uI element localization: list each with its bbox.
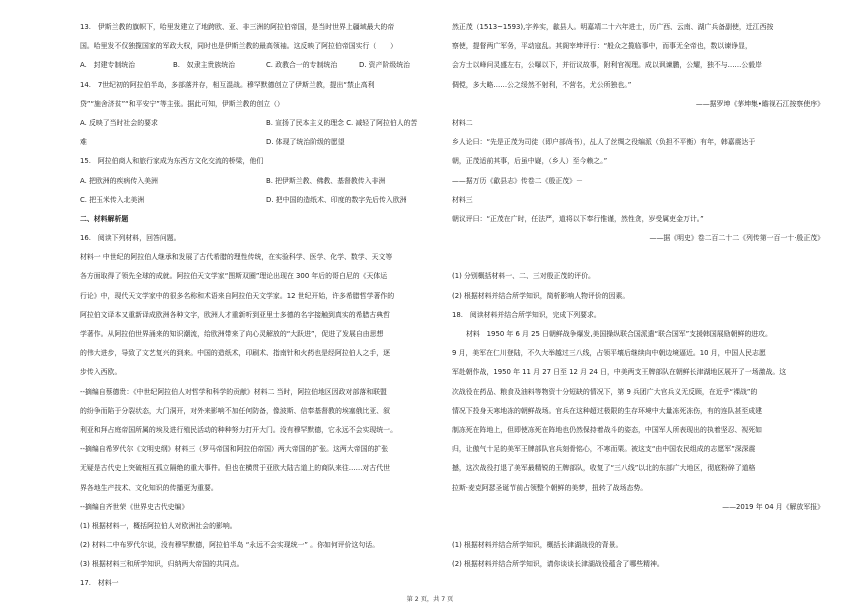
text-line: 会方士以峰问灵盛左右，公曝以下，并衍议故事，附利官视理。成以讽谏鹏，公耀，独不与……公毅岸 [452, 61, 763, 70]
text-line: 察使，提督两广军务，平动寇乱。其阁宰坤评行：“般众之揽临事中，而事无全帝也，数以谏诤显， [452, 42, 752, 51]
text-line: (2) 材料二中布罗代尔说，没有穆罕默德，阿拉伯半岛 “永远不会实现统一” 。你如何评价这句话。 [80, 541, 380, 550]
right-column [452, 18, 824, 574]
answer-option: C. 把玉米传入北美洲 [80, 195, 145, 204]
text-line: 乡人论曰：“先是正茂为司徒（即户部尚书），乩人了丝绸之役编派（负担不平衡）有年，韩嘉震达于 [452, 138, 756, 147]
text-line: 的伟大进步，导致了文艺复兴的到来。中国的造纸术，印刷术、指南针和火药也是经阿拉伯人之手，逐 [80, 349, 391, 358]
answer-options-row [80, 133, 452, 152]
text-line: 9 月，美军在仁川登陆，不久大举越过三八线，占领平壤后继续向中朝边境逼近。10 月，中国人民志愿 [452, 349, 766, 358]
text-line: 17. 材料一 [80, 579, 119, 588]
text-line: 次战役在药品、粮食及油料等物资十分短缺的情况下，第 9 兵团广大官兵义无反顾，在近乎“裸战”的 [452, 387, 758, 396]
text-line: --摘编自齐世荣《世界史古代史编》 [80, 502, 189, 511]
answer-option: A. 把欧洲的疾病传入美洲 [80, 176, 158, 185]
text-line: 军赴朝作战，1950 年 11 月 27 日至 12 月 24 日，中美两支王牌部队在朝鲜长津湖地区展开了一场激战。这 [452, 368, 787, 377]
text-line: 朝，正茂适前其事，后虽中嶷，（乡人）至今赖之。” [452, 157, 608, 166]
text-line: 撼，这次战役打退了美军最精锐的王牌部队，收复了“三八线”以北的东部广大地区，彻底粉碎了道格 [452, 464, 756, 473]
page-footer: 第 2 页，共 7 页 [406, 596, 454, 603]
text-line: 然正茂（1513~1593),字养实，歙县人。明嘉靖二十六年进士，历广西、云南、湖广兵备副使，迁江西按 [452, 23, 774, 31]
text-line: 二、材料解析题 [80, 214, 129, 223]
text-line: ——据万历《歙县志》传卷二《殷正茂》－ [452, 176, 583, 185]
answer-option: C. 政教合一的专制统治 [266, 61, 338, 70]
text-line: 材料三 [452, 195, 473, 204]
answer-options-row [80, 56, 452, 75]
text-line: 无疑是古代史上突破相互孤立隔绝的重大事件。但也在横贯于亚欧大陆古道上的商队来往……对古代世 [80, 464, 391, 473]
text-line: 界各地生产技术、文化知识的传播更为重要。 [80, 483, 218, 492]
text-line: 13. 伊斯兰教的旗帜下，哈里发建立了地跨欧、亚、非三洲的阿拉伯帝国，是当时世界上疆域最大的帝 [80, 23, 395, 31]
text-line: 朝议评曰：“正茂在广时，任法严，道将以下奉行惟谨，然性贪，岁受属吏金万计。” [452, 214, 704, 223]
text-line: --摘编自蔡德贵：《中世纪阿拉伯人对哲学和科学的贡献》材料二 当时，阿拉伯地区因政对部落和联盟 [80, 387, 387, 396]
text-line: 15. 阿拉伯商人和旅行家成为东西方文化交流的桥梁，他们 [80, 157, 264, 166]
text-line: (1) 根据材料并结合所学知识，概括长津湖战役的背景。 [452, 541, 623, 550]
text-line: 行论》中，现代天文学家中的很多名称和术语来自阿拉伯天文学家。12 世纪开始，许多希腊哲学著作的 [80, 291, 395, 300]
text-line: 步传入西欧。 [80, 368, 122, 377]
text-line: (1) 分别概括材料一、二、三对殷正茂的评价。 [452, 272, 595, 281]
text-line: 14. 7世纪初的阿拉伯半岛，多部落并存，相互混战。穆罕默德创立了伊斯兰教，提出“禁止高利 [80, 80, 375, 89]
text-line [452, 248, 824, 267]
text-line: (2) 根据材料并结合所学知识，简析影响人物评价的因素。 [452, 291, 630, 300]
text-line: 的纷争而陷于分裂状态，大门洞开，对外来影响不加任何防备，像波斯、信奉基督教的埃塞俄比亚、叙 [80, 406, 391, 415]
text-line: 材料 1950 年 6 月 25 日朝鲜战争爆发,美国操纵联合国派遣“联合国军”支援韩国展励朝鲜的进攻。 [466, 330, 772, 338]
text-line: 阿拉伯文译本又重新译成欧洲各种文字，欧洲人才重新听到亚里士多德的名字接触到真实的希腊古典哲 [80, 310, 391, 319]
answer-option: B. 宣扬了民本主义的理念 C. 减轻了阿拉伯人的苦 [266, 118, 418, 127]
answer-option: A. 封建专制统治 [80, 61, 136, 70]
answer-option: B. 奴隶主贵族统治 [173, 61, 236, 70]
text-line: --摘编自希罗代尔《文明史纲》材料三（罗马帝国和阿拉伯帝国）两大帝国的扩张。这两大帝国的扩张 [80, 445, 389, 454]
text-line: 材料二 [452, 118, 473, 127]
text-line: ——2019 年 04 月《解放军报》 [722, 502, 824, 511]
answer-option: 难 [80, 138, 87, 147]
text-line: 18. 阅读材料并结合所学知识，完成下列要求。 [452, 310, 601, 319]
text-line: 拉斯·麦克阿瑟圣诞节前占领整个朝鲜的美梦，扭转了战场态势。 [452, 483, 648, 492]
text-line: 学著作。从阿拉伯世界涌来的知识潮流，给欧洲带来了向心灵解放的“大跃进”，促进了发展自由思想 [80, 330, 384, 338]
text-line: 贷”“施舍济贫”“和平安宁”等主张。据此可知，伊斯兰教的创立（） [80, 99, 284, 108]
answer-options-row [80, 191, 452, 210]
text-line: 16. 阅读下列材料，回答问题。 [80, 234, 181, 243]
text-line: (2) 根据材料并结合所学知识，请你谈谈长津湖战役蕴含了哪些精神。 [452, 560, 664, 569]
text-line: ——据《明史》卷二百二十二《列传第一百一十·殷正茂》 [649, 234, 824, 243]
answer-option: D. 资产阶级统治 [359, 61, 411, 70]
text-line [452, 517, 824, 536]
left-column [80, 18, 452, 594]
text-line: 归，让傲气十足的美军王牌部队官兵刻骨铭心，不寒而栗。被这支“由中国农民组成的志愿军”深深震 [452, 445, 756, 454]
answer-option: B. 把伊斯兰教、佛教、基督教传入非洲 [266, 176, 386, 185]
text-line: (1) 根据材料一，概括阿拉伯人对欧洲社会的影响。 [80, 521, 237, 530]
answer-option: D. 把中国的造纸术、印度的数字先后传入欧洲 [266, 195, 407, 204]
text-line: (3) 根据材料三和所学知识，归纳两大帝国的共同点。 [80, 560, 244, 569]
answer-options-row [80, 114, 452, 133]
text-line: 倜傥，多大略……公之绥然不射利，不营名，尤公所独也。” [452, 80, 632, 89]
answer-options-row [80, 172, 452, 191]
text-line: 国。哈里发不仅独揽国家的军政大权，同时也是伊斯兰教的最高领袖。这反映了阿拉伯帝国实行（ ） [80, 42, 397, 51]
text-line: 情况下投身天寒地冻的朝鲜战场。官兵在这种超过极限的生存环境中大量冻死冻伤，有的连队甚至成建 [452, 406, 763, 415]
text-line: 制冻死在阵地上，但即使冻死在阵地也仍然保持着战斗的姿态，中国军人所表现出的执着坚忍、视死如 [452, 425, 763, 434]
text-line: 材料一 中世纪的阿拉伯人继承和发展了古代希腊的理性传统，在实验科学、医学、化学、数学、天文等 [80, 253, 393, 262]
text-line: 利亚和拜占庭帝国所属的埃及进行殖民活动的种种努力打开大门。没有穆罕默德，它永远不会实现统一。 [80, 425, 397, 434]
answer-option: A. 反映了当时社会的要求 [80, 118, 158, 127]
text-line: 各方面取得了领先全球的成就。阿拉伯天文学家“图斯双圈”理论出现在 300 年后的哥白尼的《天体运 [80, 272, 388, 281]
answer-option: D. 体现了统治阶级的愿望 [266, 138, 345, 147]
text-line: ——据罗坤《茅坤集•瞻视石江按察使序》 [695, 99, 824, 108]
